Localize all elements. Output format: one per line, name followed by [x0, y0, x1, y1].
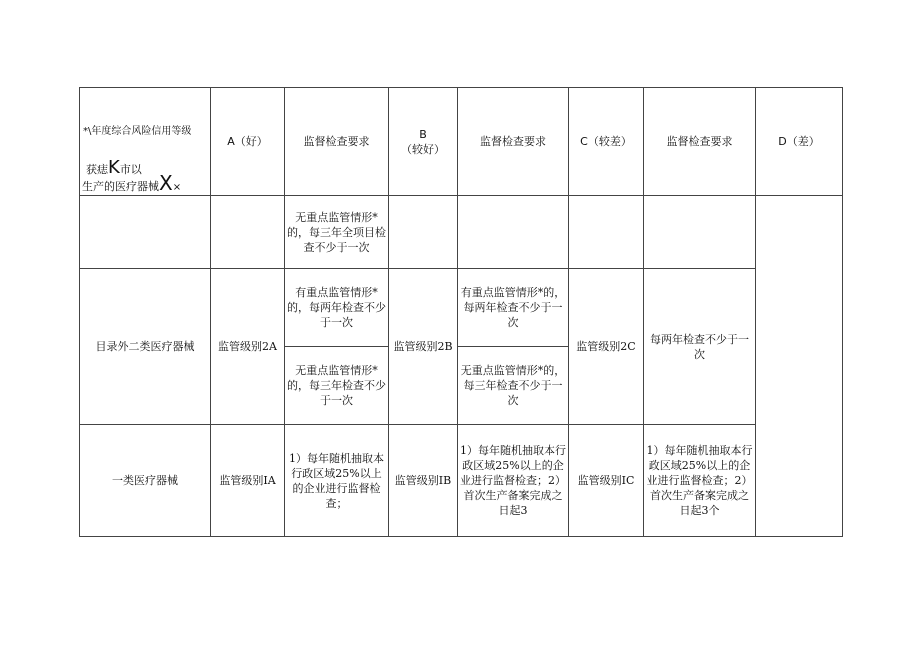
corner-line2-part1: 获痣	[86, 163, 108, 176]
empty-cell	[389, 196, 458, 269]
header-requirement-a: 监督检查要求	[285, 88, 389, 196]
table-row	[80, 269, 843, 347]
corner-line1: *\年度综合风险信用等级	[83, 126, 192, 137]
header-grade-b-letter: B	[419, 127, 427, 141]
requirement-cell: 1）每年随机抽取本行政区域25%以上的企业进行监督检查；2）首次生产备案完成之日起3	[458, 425, 569, 537]
header-requirement-b: 监督检查要求	[458, 88, 569, 196]
corner-line3-part2: X	[159, 171, 173, 195]
corner-line3	[82, 171, 182, 195]
table-row	[80, 196, 843, 269]
level-1a: 监管级别IA	[211, 425, 285, 537]
level-1b: 监管级别IB	[389, 425, 458, 537]
level-2a: 监管级别2A	[211, 269, 285, 425]
table-row	[80, 425, 843, 537]
requirement-cell: 有重点监管情形*的，每两年检查不少于一次	[285, 269, 389, 347]
requirement-cell: 无重点监管情形*的，每三年全项目检查不少于一次	[285, 196, 389, 269]
corner-line2-part3: 市以	[119, 163, 142, 176]
category-class1: 一类医疗器械	[80, 425, 211, 537]
empty-cell	[80, 196, 211, 269]
header-grade-a: A（好）	[211, 88, 285, 196]
requirement-cell: 1）每年随机抽取本行政区域25%以上的企业进行监督检查；	[285, 425, 389, 537]
grade-d-empty-cell	[756, 196, 843, 537]
requirement-cell: 无重点监管情形*的，每三年检查不少于一次	[458, 347, 569, 425]
header-grade-d: D（差）	[756, 88, 843, 196]
corner-line2	[86, 157, 142, 178]
level-1c: 监管级别IC	[569, 425, 644, 537]
header-grade-b	[389, 88, 458, 196]
empty-cell	[458, 196, 569, 269]
supervision-table	[79, 87, 843, 537]
empty-cell	[211, 196, 285, 269]
empty-cell	[644, 196, 756, 269]
header-grade-b-label: （较好）	[401, 142, 445, 156]
category-class2: 目录外二类医疗器械	[80, 269, 211, 425]
requirement-cell: 1）每年随机抽取本行政区域25%以上的企业进行监督检查；2）首次生产备案完成之日起3个	[644, 425, 756, 537]
header-requirement-c: 监督检查要求	[644, 88, 756, 196]
level-2c: 监管级别2C	[569, 269, 644, 425]
empty-cell	[569, 196, 644, 269]
corner-line3-part3: ×	[172, 182, 182, 193]
header-grade-c: C（较差）	[569, 88, 644, 196]
header-row	[80, 88, 843, 196]
requirement-cell: 每两年检查不少于一次	[644, 269, 756, 425]
corner-line2-part2: K	[108, 157, 120, 178]
requirement-cell: 无重点监管情形*的，每三年检查不少于一次	[285, 347, 389, 425]
level-2b: 监管级别2B	[389, 269, 458, 425]
header-corner-cell	[80, 88, 211, 196]
corner-line3-part1: 生产的医疗器械	[82, 180, 159, 193]
requirement-cell: 有重点监管情形*的，每两年检查不少于一次	[458, 269, 569, 347]
